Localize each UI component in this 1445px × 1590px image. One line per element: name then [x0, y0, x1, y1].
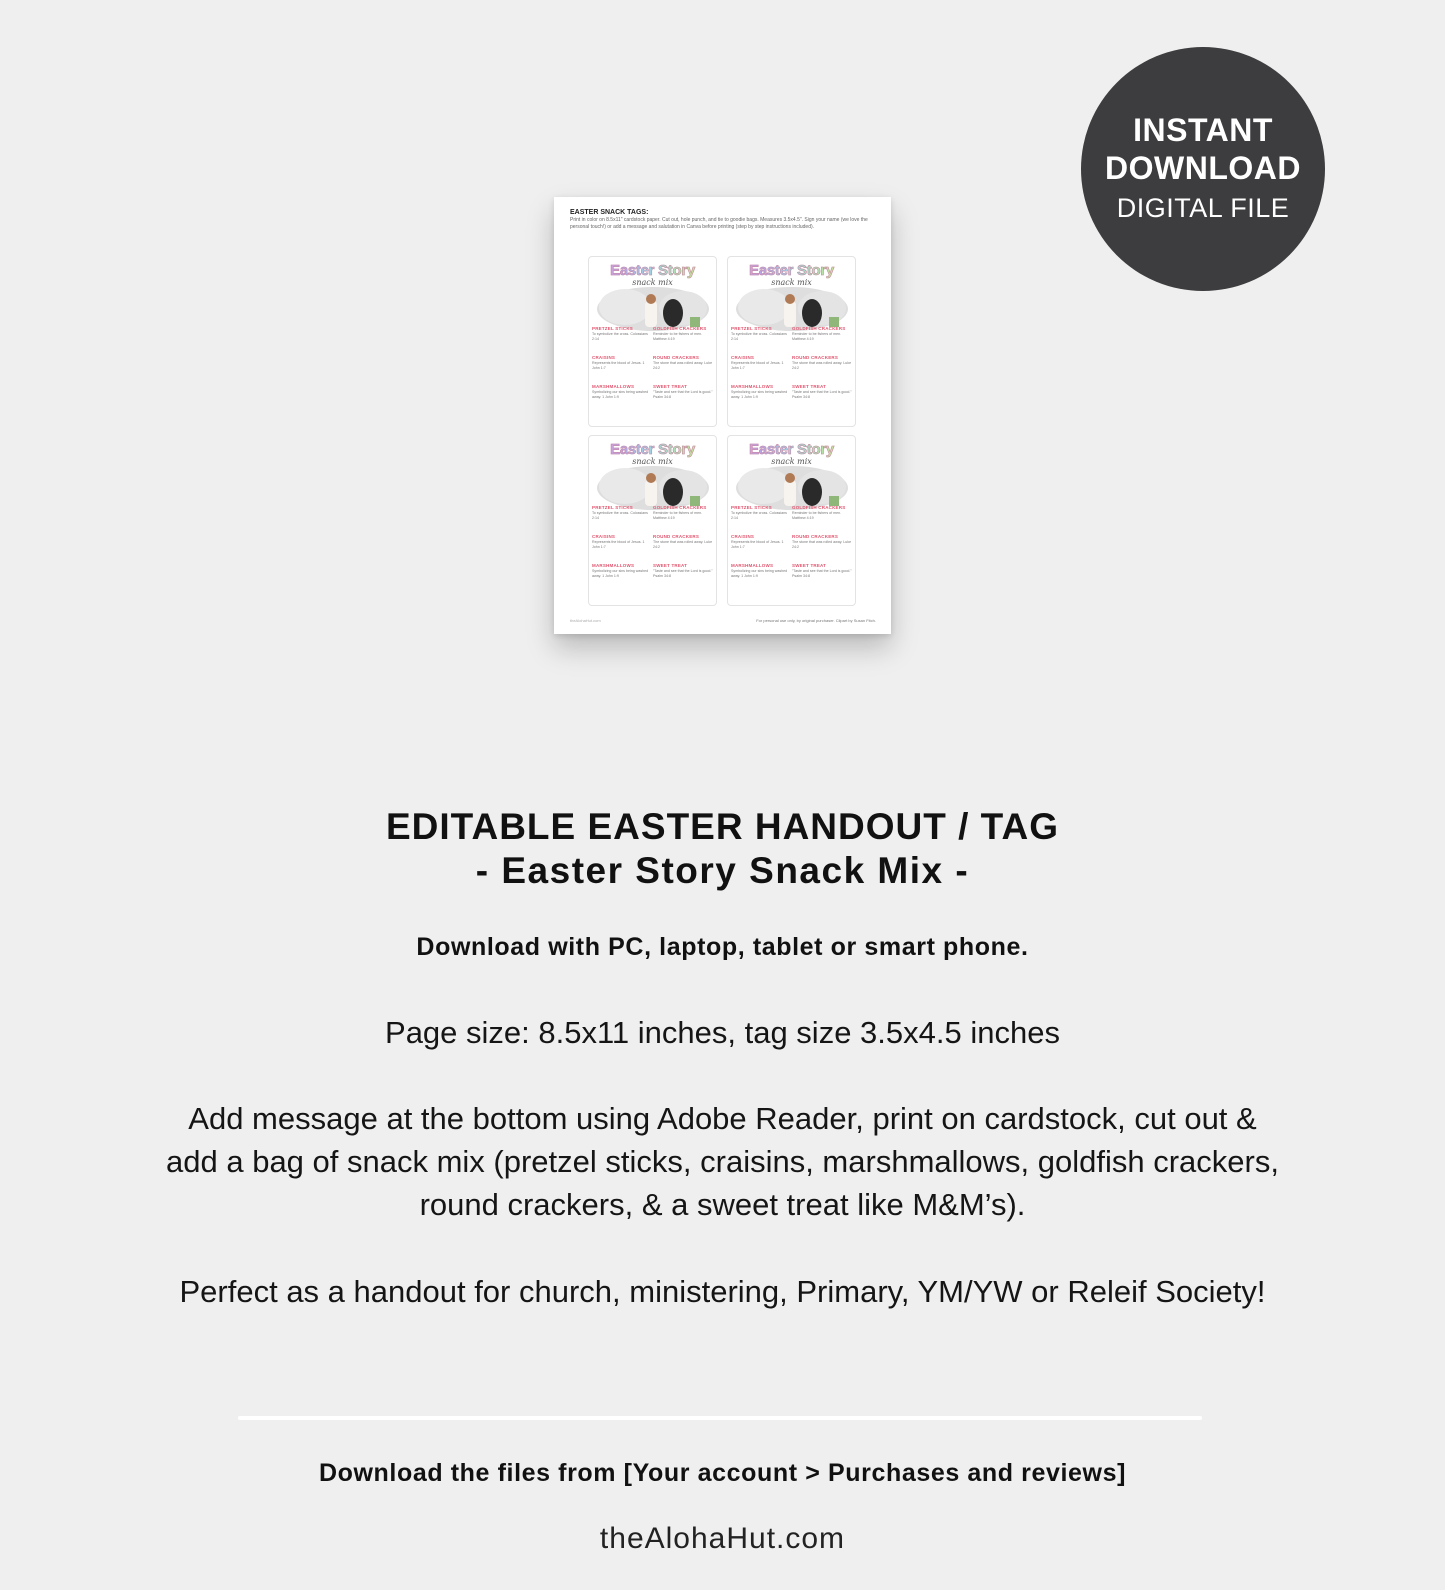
badge-line-download: DOWNLOAD — [1105, 150, 1301, 186]
page-size-text: Page size: 8.5x11 inches, tag size 3.5x4.5 inches — [385, 1015, 1060, 1050]
tag-item-heading: PRETZEL STICKS — [731, 505, 772, 510]
tag-title: Easter Story — [589, 262, 716, 279]
perfect-for-text: Perfect as a handout for church, ministering, Primary, YM/YW or Releif Society! — [179, 1274, 1266, 1309]
tag-item-text: Reminder to be fishers of men. Matthew 4:19 — [792, 511, 842, 520]
tag-item — [792, 326, 853, 355]
tag-item-heading: CRAISINS — [731, 355, 755, 360]
tag-item — [792, 505, 853, 534]
tag-item-text: To symbolize the cross. Colossians 2:14 — [592, 511, 648, 520]
tag-item-text: Reminder to be fishers of men. Matthew 4:19 — [653, 332, 703, 341]
tag-preview — [727, 256, 856, 427]
tag-item-text: Represents the blood of Jesus. 1 John 1:7 — [731, 361, 784, 370]
tag-item-text: "Taste and see that the Lord is good." Psalm 34:8 — [653, 390, 713, 399]
website-link[interactable]: theAlohaHut.com — [599, 1522, 846, 1555]
tag-item-list — [592, 326, 714, 413]
tag-item-heading: ROUND CRACKERS — [653, 534, 700, 539]
tag-item — [653, 505, 714, 534]
instant-download-badge — [1081, 47, 1325, 291]
document-preview — [554, 197, 891, 634]
tag-subtitle: snack mix — [771, 457, 812, 466]
instructions-line-1: Add message at the bottom using Adobe Reader, print on cardstock, cut out & — [188, 1101, 1257, 1136]
tag-item-text: "Taste and see that the Lord is good." Psalm 34:8 — [653, 569, 713, 578]
tag-item-text: To symbolize the cross. Colossians 2:14 — [731, 332, 787, 341]
tag-item-heading: PRETZEL STICKS — [592, 505, 633, 510]
tag-item — [653, 326, 714, 355]
tag-item-heading: SWEET TREAT — [653, 563, 688, 568]
tag-item — [653, 563, 714, 592]
tag-item-text: Symbolizing our sins being washed away. 1 John 1:9 — [731, 569, 788, 578]
tag-item-heading: MARSHMALLOWS — [592, 384, 635, 389]
tag-item-text: The stone that was rolled away. Luke 24:2 — [792, 540, 852, 549]
tag-item — [653, 355, 714, 384]
tag-item — [792, 534, 853, 563]
tag-item-heading: GOLDFISH CRACKERS — [653, 326, 707, 331]
tag-item — [731, 384, 792, 413]
tag-preview — [727, 435, 856, 606]
tag-subtitle: snack mix — [632, 278, 673, 287]
instructions-line-3: round crackers, & a sweet treat like M&M’s). — [419, 1187, 1026, 1222]
tag-item — [592, 563, 653, 592]
preview-header — [570, 208, 870, 231]
badge-line-digital-file: DIGITAL FILE — [1116, 193, 1290, 223]
tag-subtitle: snack mix — [771, 278, 812, 287]
preview-title: EASTER SNACK TAGS: — [570, 209, 649, 216]
tag-item-heading: ROUND CRACKERS — [792, 355, 839, 360]
tag-preview — [588, 256, 717, 427]
instructions-line-2: add a bag of snack mix (pretzel sticks, craisins, marshmallows, goldfish crackers, — [166, 1144, 1279, 1179]
badge-line-instant: INSTANT — [1133, 112, 1273, 148]
tag-item-heading: MARSHMALLOWS — [731, 563, 774, 568]
tag-item-heading: CRAISINS — [731, 534, 755, 539]
tag-item — [731, 355, 792, 384]
tag-item-text: Symbolizing our sins being washed away. 1 John 1:9 — [731, 390, 788, 399]
tag-item — [792, 355, 853, 384]
tag-item-text: Represents the blood of Jesus. 1 John 1:7 — [592, 361, 645, 370]
tag-item — [592, 534, 653, 563]
tag-title: Easter Story — [589, 441, 716, 458]
tag-item-heading: PRETZEL STICKS — [731, 326, 772, 331]
tag-item — [731, 563, 792, 592]
download-devices-note: Download with PC, laptop, tablet or smart phone. — [416, 933, 1029, 961]
preview-footer-site: theAlohaHut.com — [570, 618, 601, 623]
tag-item-text: "Taste and see that the Lord is good." Psalm 34:8 — [792, 390, 852, 399]
product-title: EDITABLE EASTER HANDOUT / TAG — [385, 806, 1060, 847]
tag-item — [592, 355, 653, 384]
tag-title: Easter Story — [728, 441, 855, 458]
tag-item-list — [731, 326, 853, 413]
tag-item-text: Symbolizing our sins being washed away. 1 John 1:9 — [592, 569, 649, 578]
tag-item-heading: SWEET TREAT — [653, 384, 688, 389]
tag-item — [792, 563, 853, 592]
tag-item — [592, 505, 653, 534]
download-files-instructions: Download the files from [Your account > Purchases and reviews] — [318, 1459, 1127, 1487]
tag-item-heading: CRAISINS — [592, 534, 616, 539]
tag-item-text: To symbolize the cross. Colossians 2:14 — [592, 332, 648, 341]
tag-item — [731, 326, 792, 355]
product-subtitle: - Easter Story Snack Mix - — [475, 850, 970, 891]
tag-item — [792, 384, 853, 413]
tag-item-text: Reminder to be fishers of men. Matthew 4:19 — [792, 332, 842, 341]
tag-item — [731, 534, 792, 563]
tag-item-text: The stone that was rolled away. Luke 24:2 — [653, 361, 713, 370]
tag-item-text: Symbolizing our sins being washed away. 1 John 1:9 — [592, 390, 649, 399]
tag-item-text: The stone that was rolled away. Luke 24:2 — [792, 361, 852, 370]
tag-item-heading: MARSHMALLOWS — [592, 563, 635, 568]
tag-item-text: Represents the blood of Jesus. 1 John 1:7 — [731, 540, 784, 549]
tag-item-text: Represents the blood of Jesus. 1 John 1:7 — [592, 540, 645, 549]
tag-item-heading: GOLDFISH CRACKERS — [653, 505, 707, 510]
tag-item-heading: CRAISINS — [592, 355, 616, 360]
tag-preview — [588, 435, 717, 606]
preview-footer-terms: For personal use only, by original purchaser. Clipart by Susan Fitch. — [756, 618, 876, 623]
tag-item-heading: PRETZEL STICKS — [592, 326, 633, 331]
tag-item-text: Reminder to be fishers of men. Matthew 4:19 — [653, 511, 703, 520]
tag-item-heading: MARSHMALLOWS — [731, 384, 774, 389]
tag-item-heading: GOLDFISH CRACKERS — [792, 505, 846, 510]
tag-item-text: To symbolize the cross. Colossians 2:14 — [731, 511, 787, 520]
tag-item-list — [731, 505, 853, 592]
tag-item-heading: SWEET TREAT — [792, 563, 827, 568]
tag-item — [592, 384, 653, 413]
tag-item-text: "Taste and see that the Lord is good." Psalm 34:8 — [792, 569, 852, 578]
tag-item — [653, 534, 714, 563]
tag-subtitle: snack mix — [632, 457, 673, 466]
tag-item-heading: SWEET TREAT — [792, 384, 827, 389]
tag-item-heading: ROUND CRACKERS — [792, 534, 839, 539]
divider — [238, 1416, 1202, 1420]
tag-item-heading: ROUND CRACKERS — [653, 355, 700, 360]
tag-title: Easter Story — [728, 262, 855, 279]
tag-item-list — [592, 505, 714, 592]
tag-item — [731, 505, 792, 534]
tag-item-heading: GOLDFISH CRACKERS — [792, 326, 846, 331]
tag-item — [653, 384, 714, 413]
preview-instructions: Print in color on 8.5x11" cardstock paper. Cut out, hole punch, and tie to goodie bags. Measures 3.5x4.5". Sign your name (we love the personal touch!) or add a message and salutation in Canva before printing (step by step instructions included). — [570, 217, 868, 230]
tag-item-text: The stone that was rolled away. Luke 24:2 — [653, 540, 713, 549]
tag-item — [592, 326, 653, 355]
